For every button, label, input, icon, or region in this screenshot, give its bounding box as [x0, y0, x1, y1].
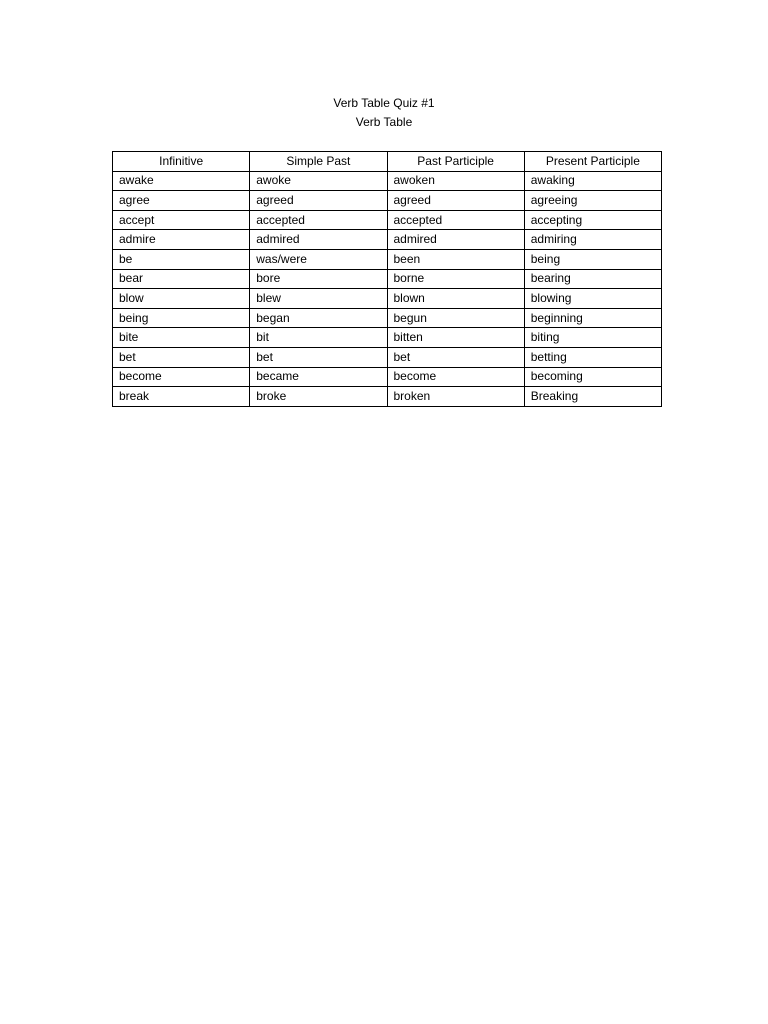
column-header-infinitive: Infinitive	[113, 152, 250, 172]
table-cell: agreed	[387, 191, 524, 211]
table-cell: break	[113, 387, 250, 407]
document-subtitle: Verb Table	[355, 115, 413, 129]
table-cell: bite	[113, 328, 250, 348]
table-cell: blown	[387, 289, 524, 309]
table-cell: being	[524, 249, 661, 269]
column-header-past-participle: Past Participle	[387, 152, 524, 172]
table-cell: admire	[113, 230, 250, 250]
table-row	[113, 387, 662, 407]
table-cell: betting	[524, 347, 661, 367]
table-cell: bet	[387, 347, 524, 367]
table-cell: bet	[113, 347, 250, 367]
table-cell: bore	[250, 269, 387, 289]
table-cell: being	[113, 308, 250, 328]
table-cell: be	[113, 249, 250, 269]
table-row	[113, 289, 662, 309]
table-row	[113, 171, 662, 191]
table-cell: beginning	[524, 308, 661, 328]
table-cell: accepting	[524, 210, 661, 230]
column-header-simple-past: Simple Past	[250, 152, 387, 172]
table-cell: blew	[250, 289, 387, 309]
table-cell: was/were	[250, 249, 387, 269]
table-cell: became	[250, 367, 387, 387]
table-cell: bear	[113, 269, 250, 289]
table-header-row	[113, 152, 662, 172]
table-row	[113, 367, 662, 387]
table-cell: broken	[387, 387, 524, 407]
table-cell: blow	[113, 289, 250, 309]
table-row	[113, 347, 662, 367]
table-cell: Breaking	[524, 387, 661, 407]
table-cell: awoke	[250, 171, 387, 191]
table-cell: become	[387, 367, 524, 387]
document-title: Verb Table Quiz #1	[333, 96, 435, 110]
table-row	[113, 249, 662, 269]
table-cell: bitten	[387, 328, 524, 348]
table-cell: admired	[250, 230, 387, 250]
table-cell: agree	[113, 191, 250, 211]
table-cell: agreeing	[524, 191, 661, 211]
verb-table	[112, 151, 662, 407]
table-cell: biting	[524, 328, 661, 348]
table-cell: agreed	[250, 191, 387, 211]
table-row	[113, 269, 662, 289]
table-cell: begun	[387, 308, 524, 328]
table-cell: admiring	[524, 230, 661, 250]
table-row	[113, 191, 662, 211]
table-cell: awoken	[387, 171, 524, 191]
table-cell: become	[113, 367, 250, 387]
table-row	[113, 230, 662, 250]
table-row	[113, 308, 662, 328]
table-cell: blowing	[524, 289, 661, 309]
table-cell: borne	[387, 269, 524, 289]
table-cell: accept	[113, 210, 250, 230]
table-cell: been	[387, 249, 524, 269]
table-cell: broke	[250, 387, 387, 407]
table-cell: admired	[387, 230, 524, 250]
table-cell: accepted	[250, 210, 387, 230]
column-header-present-participle: Present Participle	[524, 152, 661, 172]
table-cell: bit	[250, 328, 387, 348]
table-cell: awaking	[524, 171, 661, 191]
table-row	[113, 210, 662, 230]
table-cell: began	[250, 308, 387, 328]
table-cell: bearing	[524, 269, 661, 289]
table-cell: accepted	[387, 210, 524, 230]
table-cell: awake	[113, 171, 250, 191]
table-cell: bet	[250, 347, 387, 367]
table-row	[113, 328, 662, 348]
table-cell: becoming	[524, 367, 661, 387]
